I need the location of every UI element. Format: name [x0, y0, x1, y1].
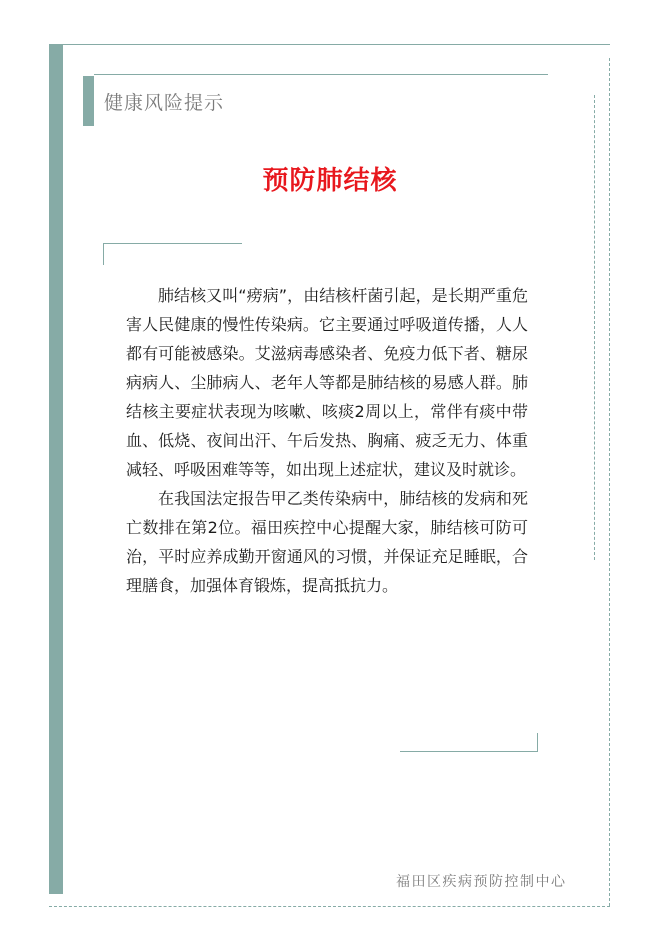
footer-organization: 福田区疾病预防控制中心 [396, 874, 567, 890]
article-paragraph-1: 肺结核又叫“痨病”，由结核杆菌引起，是长期严重危害人民健康的慢性传染病。它主要通过呼吸道传播，人人都有可能被感染。艾滋病毒感染者、免疫力低下者、糖尿病病人、尘肺病人、老年人等都是肺结核的易感人群。肺结核主要症状表现为咳嗽、咳痰2周以上，常伴有痰中带血、低烧、夜间出汗、午后发热、胸痛、疲乏无力、体重减轻、呼吸困难等等，如出现上述症状，建议及时就诊。 [126, 286, 528, 479]
article-paragraph-2: 在我国法定报告甲乙类传染病中，肺结核的发病和死亡数排在第2位。福田疾控中心提醒大家，肺结核可防可治，平时应养成勤开窗通风的习惯，并保证充足睡眠，合理膳食，加强体育锻炼，提高抵抗力。 [126, 489, 528, 595]
article-body [126, 281, 528, 600]
bottom-right-corner-bracket [400, 733, 538, 752]
top-left-corner-bracket [103, 243, 242, 265]
bottom-dashed-border [49, 906, 610, 907]
header-title: 健康风险提示 [104, 92, 225, 114]
header-accent-mark [83, 76, 94, 126]
top-border-line [63, 44, 610, 45]
header-rule [94, 74, 548, 75]
article-title: 预防肺结核 [262, 166, 398, 196]
